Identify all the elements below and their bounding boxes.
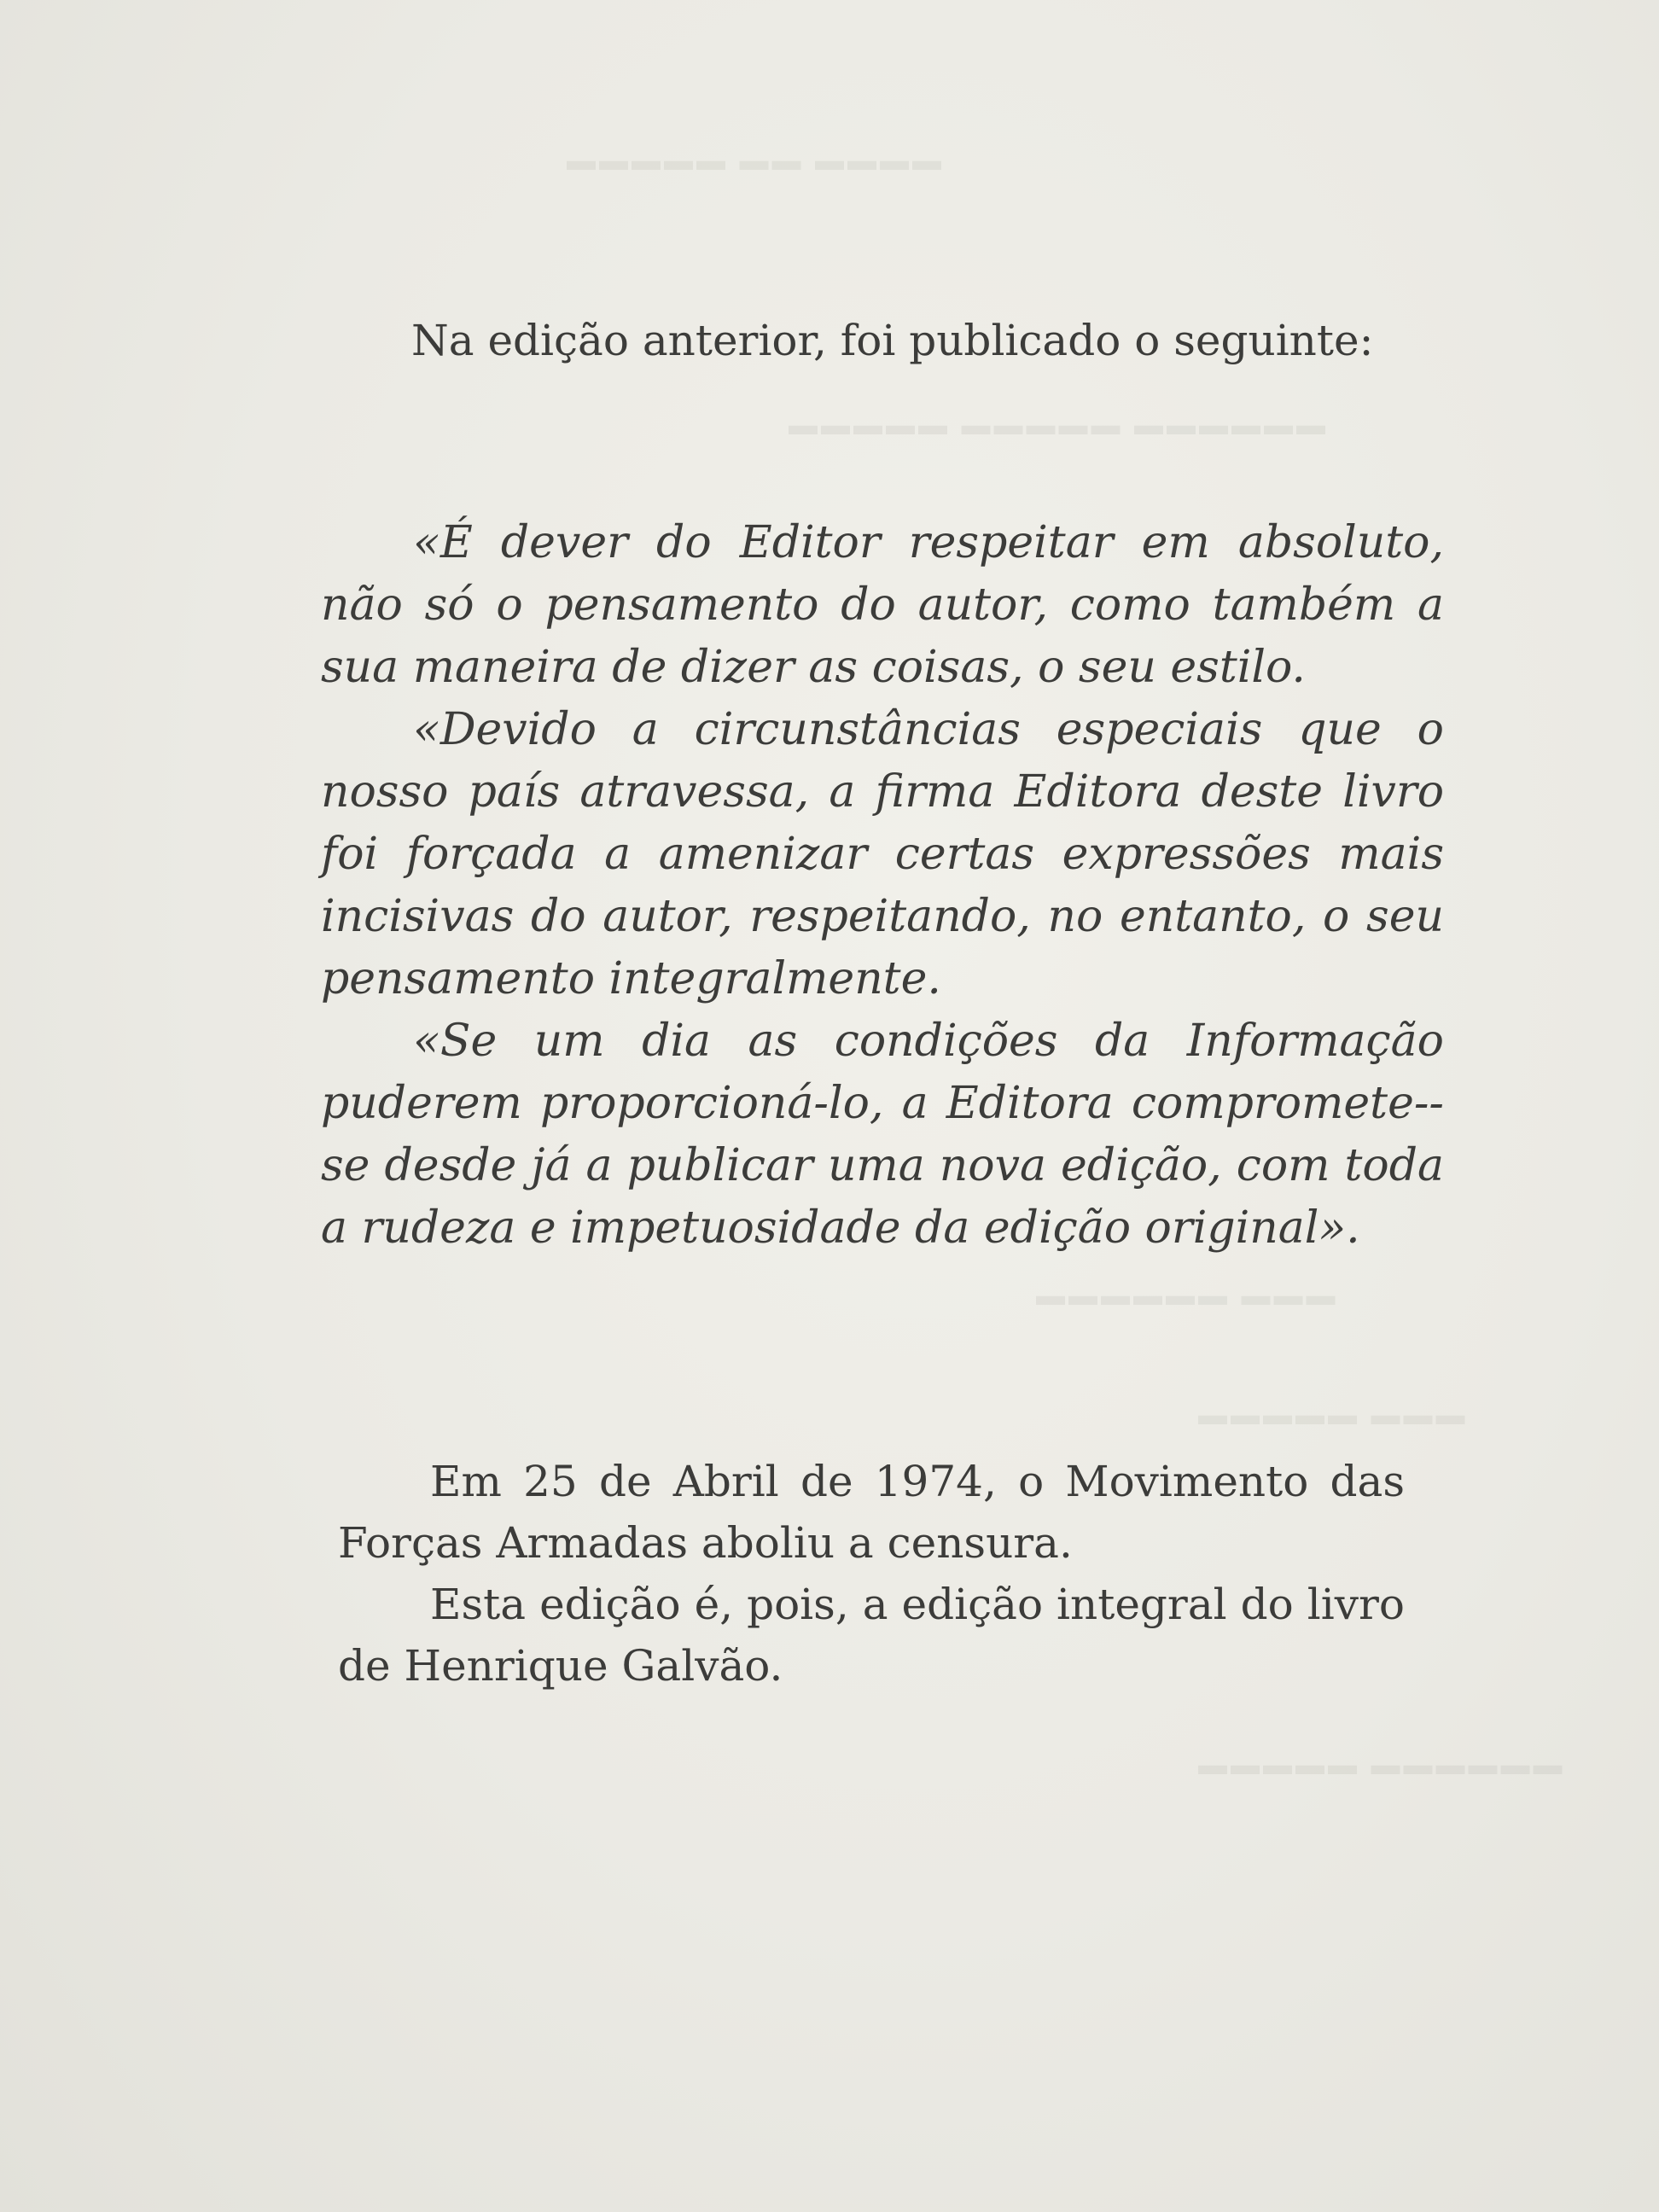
bleed-through-1: ▬▬▬▬ ▬▬ ▬▬▬▬▬ [563,145,941,177]
closing-paragraph: Em 25 de Abril de 1974, o Movimento das Forças Armadas aboliu a censura. [338,1457,1405,1568]
quote-paragraph: «Se um dia as condições da Informação puderem proporcioná-lo, a Editora compromete--se desde já a publicar uma nova edição, com toda a rudeza e impetuosidade da edição original». [321,1016,1444,1254]
bleed-through-3: ▬▬▬ ▬▬▬▬▬▬ [1033,1280,1336,1312]
editor-quote [321,512,1444,1260]
bleed-through-4: ▬▬▬ ▬▬▬▬▬ [1195,1400,1465,1431]
bleed-through-2: ▬▬▬▬▬▬ ▬▬▬▬▬ ▬▬▬▬▬ [785,410,1325,441]
bleed-through-5: ▬▬▬▬▬▬ ▬▬▬▬▬ [1195,1749,1563,1781]
closing-note [338,1451,1405,1697]
quote-paragraph: «É dever do Editor respeitar em absoluto, não só o pensamento do autor, como também a sua maneira de dizer as coisas, o seu estilo. [321,517,1444,693]
quote-paragraph: «Devido a circunstâncias especiais que o nosso país atravessa, a firma Editora deste livro foi forçada a amenizar certas expressões mais incisivas do autor, respeitando, no entanto, o seu pensamento integralmente. [321,704,1444,1004]
intro-text: Na edição anterior, foi publicado o seguinte: [411,316,1374,365]
closing-paragraph: Esta edição é, pois, a edição integral do livro de Henrique Galvão. [338,1580,1405,1691]
